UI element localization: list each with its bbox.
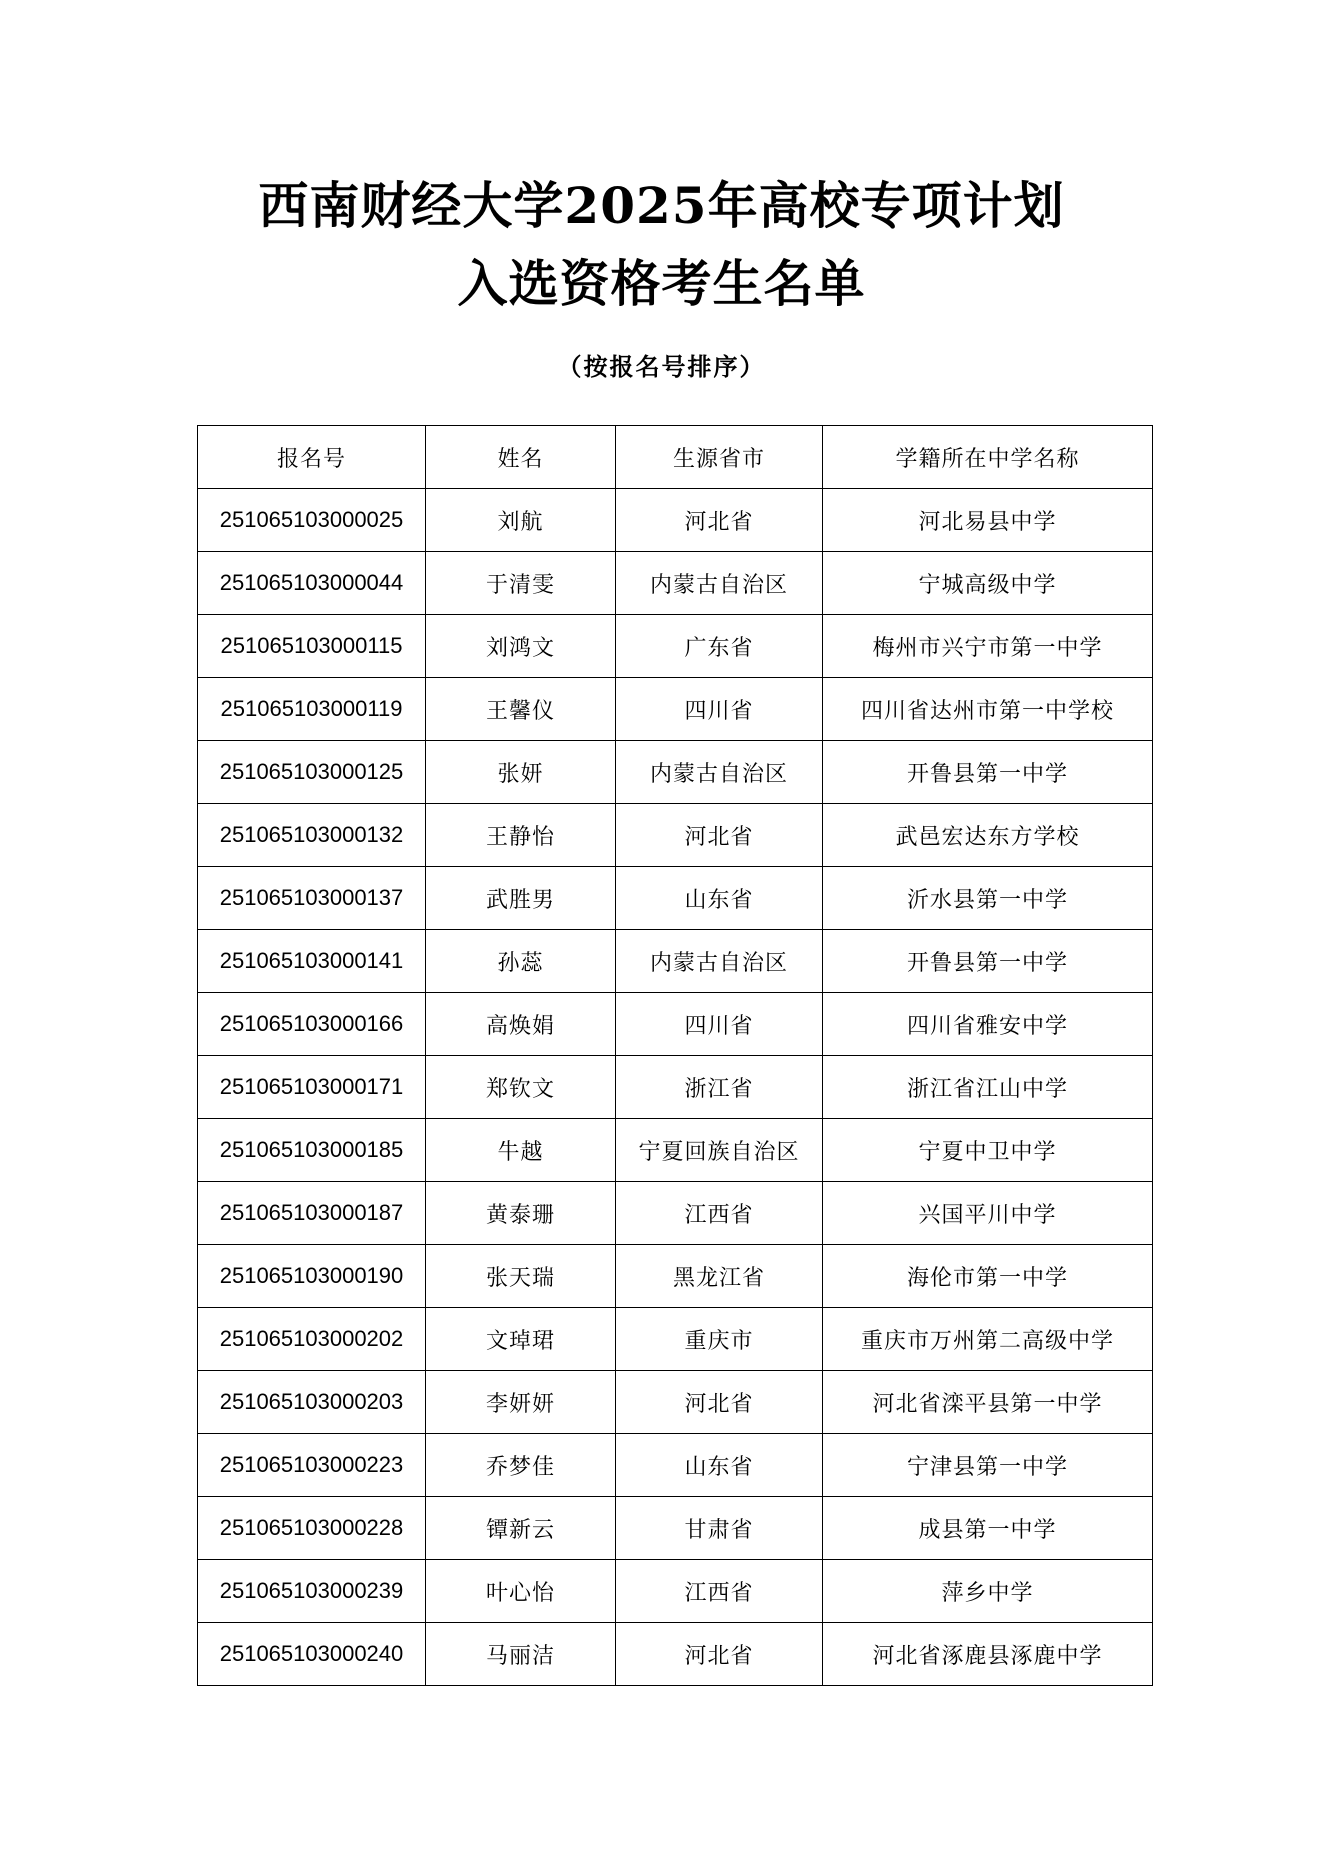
cell-school: 河北省涿鹿县涿鹿中学 bbox=[823, 1623, 1153, 1686]
cell-registration-number: 251065103000228 bbox=[198, 1497, 426, 1560]
cell-name: 叶心怡 bbox=[426, 1560, 616, 1623]
cell-registration-number: 251065103000125 bbox=[198, 741, 426, 804]
cell-registration-number: 251065103000044 bbox=[198, 552, 426, 615]
cell-school: 海伦市第一中学 bbox=[823, 1245, 1153, 1308]
cell-name: 孙蕊 bbox=[426, 930, 616, 993]
cell-province: 内蒙古自治区 bbox=[616, 741, 823, 804]
cell-school: 宁城高级中学 bbox=[823, 552, 1153, 615]
cell-school: 成县第一中学 bbox=[823, 1497, 1153, 1560]
cell-name: 郑钦文 bbox=[426, 1056, 616, 1119]
cell-registration-number: 251065103000166 bbox=[198, 993, 426, 1056]
cell-registration-number: 251065103000137 bbox=[198, 867, 426, 930]
cell-registration-number: 251065103000185 bbox=[198, 1119, 426, 1182]
cell-school: 四川省达州市第一中学校 bbox=[823, 678, 1153, 741]
table-row bbox=[198, 615, 1153, 678]
header-school: 学籍所在中学名称 bbox=[823, 426, 1153, 489]
cell-school: 重庆市万州第二高级中学 bbox=[823, 1308, 1153, 1371]
cell-province: 浙江省 bbox=[616, 1056, 823, 1119]
cell-province: 河北省 bbox=[616, 804, 823, 867]
cell-school: 浙江省江山中学 bbox=[823, 1056, 1153, 1119]
cell-school: 河北省滦平县第一中学 bbox=[823, 1371, 1153, 1434]
cell-province: 四川省 bbox=[616, 678, 823, 741]
table-row bbox=[198, 741, 1153, 804]
table-row bbox=[198, 1056, 1153, 1119]
cell-province: 河北省 bbox=[616, 1623, 823, 1686]
cell-registration-number: 251065103000203 bbox=[198, 1371, 426, 1434]
cell-province: 黑龙江省 bbox=[616, 1245, 823, 1308]
table-row bbox=[198, 1371, 1153, 1434]
cell-registration-number: 251065103000190 bbox=[198, 1245, 426, 1308]
table-row bbox=[198, 1182, 1153, 1245]
cell-school: 武邑宏达东方学校 bbox=[823, 804, 1153, 867]
table-header-row bbox=[198, 426, 1153, 489]
candidate-table bbox=[197, 425, 1153, 1686]
cell-school: 宁夏中卫中学 bbox=[823, 1119, 1153, 1182]
table-row bbox=[198, 1434, 1153, 1497]
cell-registration-number: 251065103000239 bbox=[198, 1560, 426, 1623]
cell-province: 甘肃省 bbox=[616, 1497, 823, 1560]
header-registration-number: 报名号 bbox=[198, 426, 426, 489]
cell-registration-number: 251065103000025 bbox=[198, 489, 426, 552]
cell-registration-number: 251065103000141 bbox=[198, 930, 426, 993]
cell-school: 兴国平川中学 bbox=[823, 1182, 1153, 1245]
header-name: 姓名 bbox=[426, 426, 616, 489]
cell-name: 刘航 bbox=[426, 489, 616, 552]
cell-name: 武胜男 bbox=[426, 867, 616, 930]
cell-registration-number: 251065103000187 bbox=[198, 1182, 426, 1245]
cell-registration-number: 251065103000171 bbox=[198, 1056, 426, 1119]
table-row bbox=[198, 1119, 1153, 1182]
cell-province: 重庆市 bbox=[616, 1308, 823, 1371]
cell-school: 开鲁县第一中学 bbox=[823, 741, 1153, 804]
table-row bbox=[198, 1245, 1153, 1308]
cell-province: 江西省 bbox=[616, 1182, 823, 1245]
cell-province: 山东省 bbox=[616, 867, 823, 930]
table-row bbox=[198, 678, 1153, 741]
table-row bbox=[198, 804, 1153, 867]
table-row bbox=[198, 930, 1153, 993]
table-row bbox=[198, 552, 1153, 615]
cell-province: 江西省 bbox=[616, 1560, 823, 1623]
cell-province: 广东省 bbox=[616, 615, 823, 678]
table-row bbox=[198, 1308, 1153, 1371]
cell-name: 文琸珺 bbox=[426, 1308, 616, 1371]
cell-name: 牛越 bbox=[426, 1119, 616, 1182]
cell-name: 乔梦佳 bbox=[426, 1434, 616, 1497]
cell-school: 河北易县中学 bbox=[823, 489, 1153, 552]
cell-school: 沂水县第一中学 bbox=[823, 867, 1153, 930]
cell-name: 刘鸿文 bbox=[426, 615, 616, 678]
cell-registration-number: 251065103000202 bbox=[198, 1308, 426, 1371]
cell-province: 内蒙古自治区 bbox=[616, 930, 823, 993]
cell-name: 李妍妍 bbox=[426, 1371, 616, 1434]
cell-school: 宁津县第一中学 bbox=[823, 1434, 1153, 1497]
document-subtitle: （按报名号排序） bbox=[557, 353, 766, 381]
cell-name: 高焕娟 bbox=[426, 993, 616, 1056]
cell-province: 四川省 bbox=[616, 993, 823, 1056]
cell-name: 镡新云 bbox=[426, 1497, 616, 1560]
cell-name: 张天瑞 bbox=[426, 1245, 616, 1308]
cell-school: 开鲁县第一中学 bbox=[823, 930, 1153, 993]
cell-name: 王馨仪 bbox=[426, 678, 616, 741]
document-title-line2: 入选资格考生名单 bbox=[457, 254, 866, 313]
cell-name: 黄泰珊 bbox=[426, 1182, 616, 1245]
cell-school: 萍乡中学 bbox=[823, 1560, 1153, 1623]
cell-school: 四川省雅安中学 bbox=[823, 993, 1153, 1056]
cell-registration-number: 251065103000132 bbox=[198, 804, 426, 867]
cell-province: 河北省 bbox=[616, 1371, 823, 1434]
cell-registration-number: 251065103000240 bbox=[198, 1623, 426, 1686]
cell-name: 王静怡 bbox=[426, 804, 616, 867]
cell-school: 梅州市兴宁市第一中学 bbox=[823, 615, 1153, 678]
cell-name: 张妍 bbox=[426, 741, 616, 804]
table-row bbox=[198, 489, 1153, 552]
table-row bbox=[198, 867, 1153, 930]
document-title-line1: 西南财经大学2025年高校专项计划 bbox=[258, 176, 1065, 235]
table-row bbox=[198, 1623, 1153, 1686]
cell-province: 宁夏回族自治区 bbox=[616, 1119, 823, 1182]
cell-province: 内蒙古自治区 bbox=[616, 552, 823, 615]
cell-province: 山东省 bbox=[616, 1434, 823, 1497]
table-row bbox=[198, 1497, 1153, 1560]
cell-province: 河北省 bbox=[616, 489, 823, 552]
cell-registration-number: 251065103000119 bbox=[198, 678, 426, 741]
table-row bbox=[198, 1560, 1153, 1623]
cell-name: 马丽洁 bbox=[426, 1623, 616, 1686]
header-province: 生源省市 bbox=[616, 426, 823, 489]
cell-name: 于清雯 bbox=[426, 552, 616, 615]
cell-registration-number: 251065103000223 bbox=[198, 1434, 426, 1497]
table-row bbox=[198, 993, 1153, 1056]
cell-registration-number: 251065103000115 bbox=[198, 615, 426, 678]
